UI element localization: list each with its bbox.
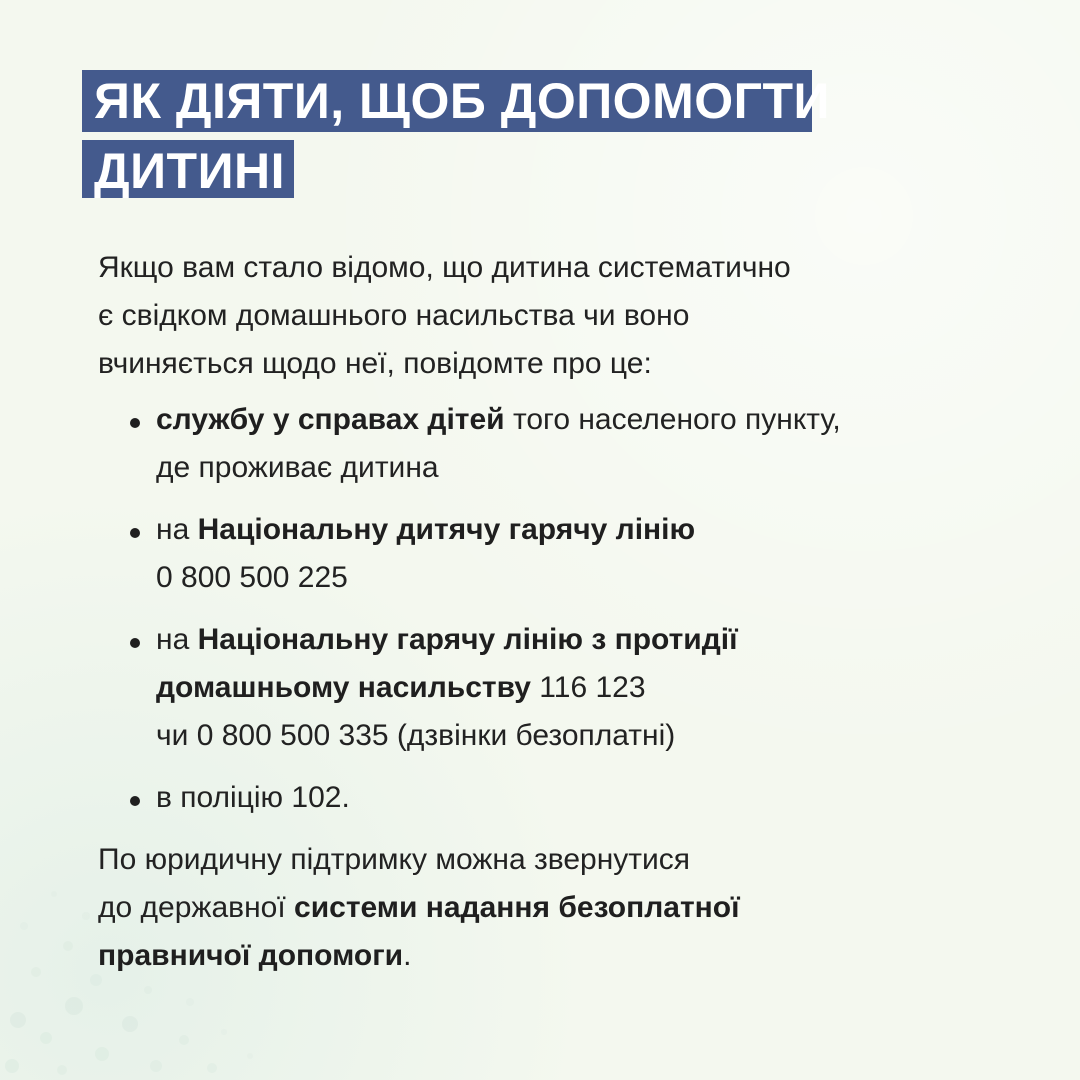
bold-text: домашньому насильству	[156, 671, 531, 704]
bold-text: службу у справах дітей	[156, 403, 505, 436]
bold-text: правничої допомоги	[98, 939, 404, 972]
text: в поліцію 102.	[156, 781, 350, 814]
text: до державної	[98, 891, 295, 924]
page-title-line-1: ЯК ДІЯТИ, ЩОБ ДОПОМОГТИ	[82, 70, 812, 132]
list-item-child-hotline	[124, 506, 695, 602]
intro-line-3: вчиняється щодо неї, повідомте про це:	[98, 347, 652, 380]
text: на	[156, 513, 198, 546]
text: де проживає дитина	[156, 451, 439, 484]
text: .	[403, 939, 412, 972]
list-item-children-service	[124, 396, 841, 492]
list-item-violence-hotline	[124, 616, 738, 760]
bold-text: Національну гарячу лінію з протидії	[197, 623, 738, 656]
phone-number: 0 800 500 225	[156, 561, 348, 594]
intro-paragraph	[98, 244, 998, 388]
bold-text: Національну дитячу гарячу лінію	[197, 513, 696, 546]
list-item-police	[124, 774, 350, 822]
text: того населеного пункту,	[504, 403, 841, 436]
bold-text: системи надання безоплатної	[294, 891, 740, 924]
footer-paragraph	[98, 836, 998, 980]
footer-line-1: По юридичну підтримку можна звернутися	[98, 843, 691, 876]
phone-number: чи 0 800 500 335 (дзвінки безоплатні)	[156, 719, 676, 752]
intro-line-2: є свідком домашнього насильства чи воно	[98, 299, 690, 332]
phone-number: 116 123	[530, 671, 646, 704]
intro-line-1: Якщо вам стало відомо, що дитина систематично	[98, 251, 791, 284]
text: на	[156, 623, 198, 656]
page-title-line-2: ДИТИНІ	[82, 140, 294, 198]
